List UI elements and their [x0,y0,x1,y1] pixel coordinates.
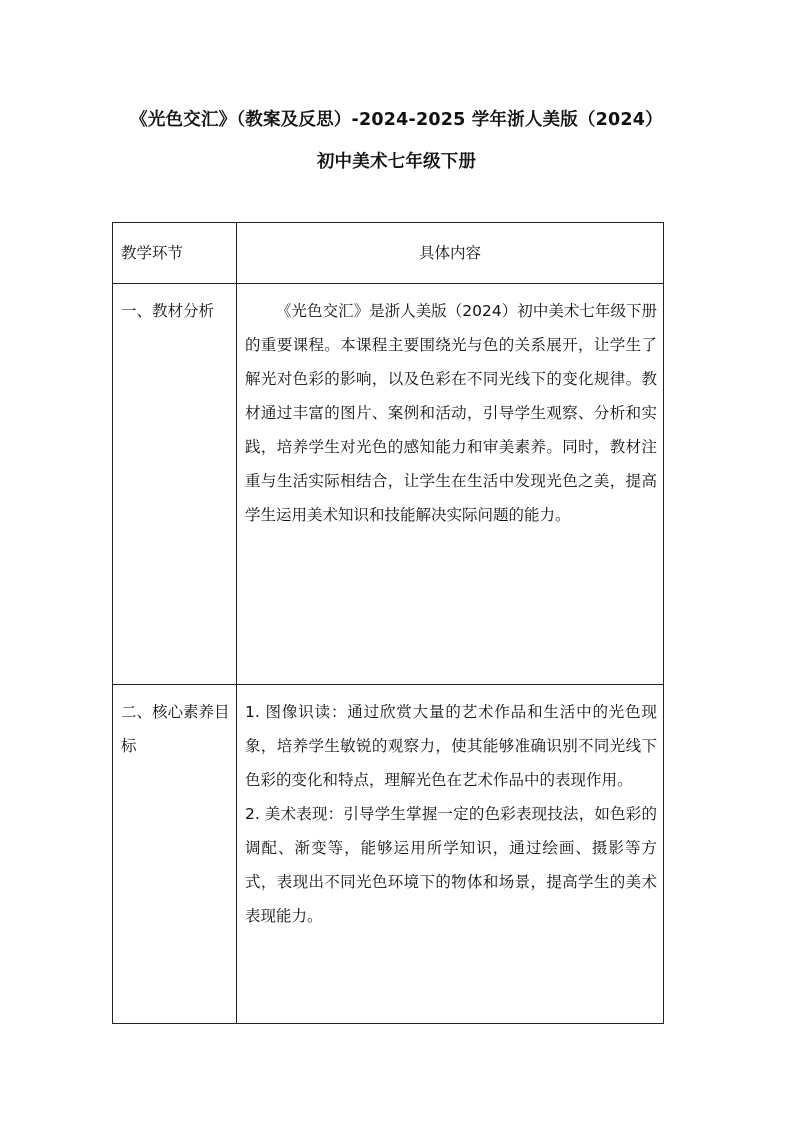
header-teaching-stage: 教学环节 [113,223,237,284]
header-specific-content: 具体内容 [237,223,664,284]
content-paragraph: 1. 图像识读：通过欣赏大量的艺术作品和生活中的光色现象，培养学生敏锐的观察力，使其能够准确识别不同光线下色彩的变化和特点，理解光色在艺术作品中的表现作用。 [245,703,657,789]
row-content [237,284,664,685]
table-header-row [113,223,664,284]
table-row [113,284,664,685]
row-content [237,685,664,1024]
table-row [113,685,664,1024]
content-paragraph: 《光色交汇》是浙人美版（2024）初中美术七年级下册的重要课程。本课程主要围绕光与色的关系展开，让学生了解光对色彩的影响，以及色彩在不同光线下的变化规律。教材通过丰富的图片、案例和活动，引导学生观察、分析和实践，培养学生对光色的感知能力和审美素养。同时，教材注重与生活实际相结合，让学生在生活中发现光色之美，提高学生运用美术知识和技能解决实际问题的能力。 [245,302,657,524]
lesson-plan-table [112,222,664,1024]
row-section-label: 二、核心素养目标 [113,685,237,1024]
document-title-line2: 初中美术七年级下册 [316,152,477,172]
content-paragraph: 2. 美术表现：引导学生掌握一定的色彩表现技法，如色彩的调配、渐变等，能够运用所学知识，通过绘画、摄影等方式，表现出不同光色环境下的物体和场景，提高学生的美术表现能力。 [245,805,657,925]
document-title-line1: 《光色交汇》（教案及反思）-2024-2025 学年浙人美版（2024） [130,110,663,130]
row-section-label: 一、教材分析 [113,284,237,685]
